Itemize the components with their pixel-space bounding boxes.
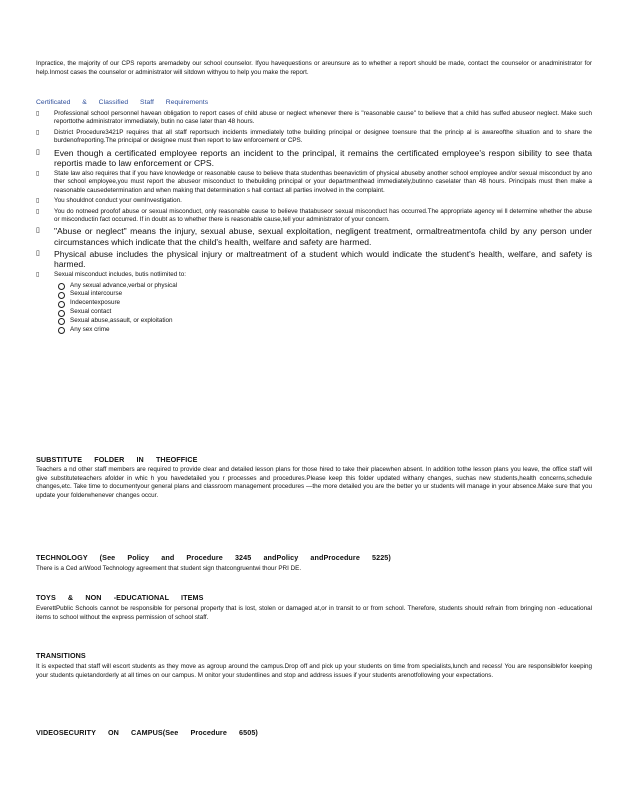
misconduct-item: Sexual contact [58,308,592,317]
substitute-folder-heading: SUBSTITUTE FOLDER IN THEOFFICE [36,455,198,464]
misconduct-item: Sexual abuse,assault, or exploitation [58,317,592,326]
requirement-item: ▯ You shouldnot conduct your ownInvestigation. [36,197,592,205]
misconduct-item: Any sexual advance,verbal or physical [58,282,592,291]
toys-heading: TOYS & NON -EDUCATIONAL ITEMS [36,593,204,602]
transitions-paragraph: It is expected that staff will escort students as they move as agroup around the campus.Drop off and pick up your students on time from specialists,lunch and recess! You are responsiblefor keeping your students quietandorderly at all times on our campus. M onitor your studentlines and stop and address issues if your students arenotfollowing your expectations. [36,663,592,679]
certificated-classified-heading: Certificated & Classified Staff Requirements [36,99,209,106]
requirement-item: ▯ You do notneed proofof abuse or sexual misconduct, only reasonable cause to believe thatabuseor sexual misconduct has occurred.The appropriate agency wi ll determine whether the abuse or misconductin fact occurred. If in doubt as to whether there is reasonable cause,tell your administrator of your concern. [36,208,592,225]
requirement-item: ▯ "Abuse or neglect" means the injury, sexual abuse, sexual exploitation, negligent treatment, ormaltreatmentofa child by any person under circumstances which indicate that the child's health, welfare and safety are harmed. [36,226,592,246]
misconduct-item: Any sex crime [58,326,592,335]
toys-paragraph: EverettPublic Schools cannot be responsible for personal property that is lost, stolen or damaged at,or in transit to or from school. Therefore, students should refrain from bringing non -educational items to school without the express permission of school staff. [36,605,592,621]
misconduct-sublist [54,282,592,335]
transitions-heading: TRANSITIONS [36,651,86,660]
requirement-item: ▯ Professional school personnel havean obligation to report cases of child abuse or neglect whenever there is "reasonable cause" to believe that a child has suffed abuseor neglect. Make such reporttothe administrator immediately, butin no case later than 48 hours. [36,110,592,127]
requirement-item: ▯ State law also requires that if you have knowledge or reasonable cause to believe thata studenthas beenavictim of physical abuseby another school employee and/or sexual misconduct by ano ther school employee,you must report the abuseor misconduct to thebuilding principal or your departmenthead immediately,butinno caselater than 48 hours. Principals must then make a reasonable causedetermination and when making that determination s hall contact all parties involved in the complaint. [36,170,592,195]
misconduct-item: Indecentexposure [58,299,592,308]
requirement-item-label: Sexual misconduct includes, butis notlimited to: [54,271,186,279]
substitute-folder-paragraph: Teachers a nd other staff members are required to provide clear and detailed lesson plans for those hired to take their placewhen absent. In addition tothe lesson plans you leave, the office staff will give substituteteachers afolder in whic h you havedetailed you r processes and procedures.Please keep this folder updated withany changes, suchas new students,health concerns,schedule changes,etc. Take time to documentyour general plans and classroom management procedures —the more detailed you are the better yo ur students will manage in your absence.Make sure that you update your folderwhenever changes occur. [36,466,592,499]
requirement-item-sexual-misconduct [36,271,592,334]
requirement-item: ▯ District Procedure3421P requires that all staff reportsuch incidents immediately tothe building principal or designee toensure that the princip al is awareofthe situation and to share the burdenofreporting.The principal or designee must then report to law enforcement or CPS. [36,129,592,146]
intro-paragraph: Inpractice, the majority of our CPS reports aremadeby our school counselor. Ifyou havequestions or areunsure as to whether a report should be made, contact the counselor or anadministrator for help.Inmost cases the counselor or administrator will sitdown withyou to help you make the report. [36,60,592,76]
video-security-heading: VIDEOSECURITY ON CAMPUS(See Procedure 6505) [36,728,258,737]
requirement-item: ▯ Physical abuse includes the physical injury or maltreatment of a student which would indicate the student's health, welfare, and safety is harmed. [36,249,592,269]
misconduct-item: Sexual intercourse [58,290,592,299]
requirements-list [36,110,592,336]
technology-paragraph: There is a Ced arWood Technology agreement that student sign thatcongruentwi thour PRI DE. [36,565,302,572]
technology-heading: TECHNOLOGY (See Policy and Procedure 3245 andPolicy andProcedure 5225) [36,553,391,562]
requirement-item: ▯ Even though a certificated employee reports an incident to the principal, it remains the certificated employee's respon sibility to see thata reportis made to law enforcement or CPS. [36,148,592,168]
